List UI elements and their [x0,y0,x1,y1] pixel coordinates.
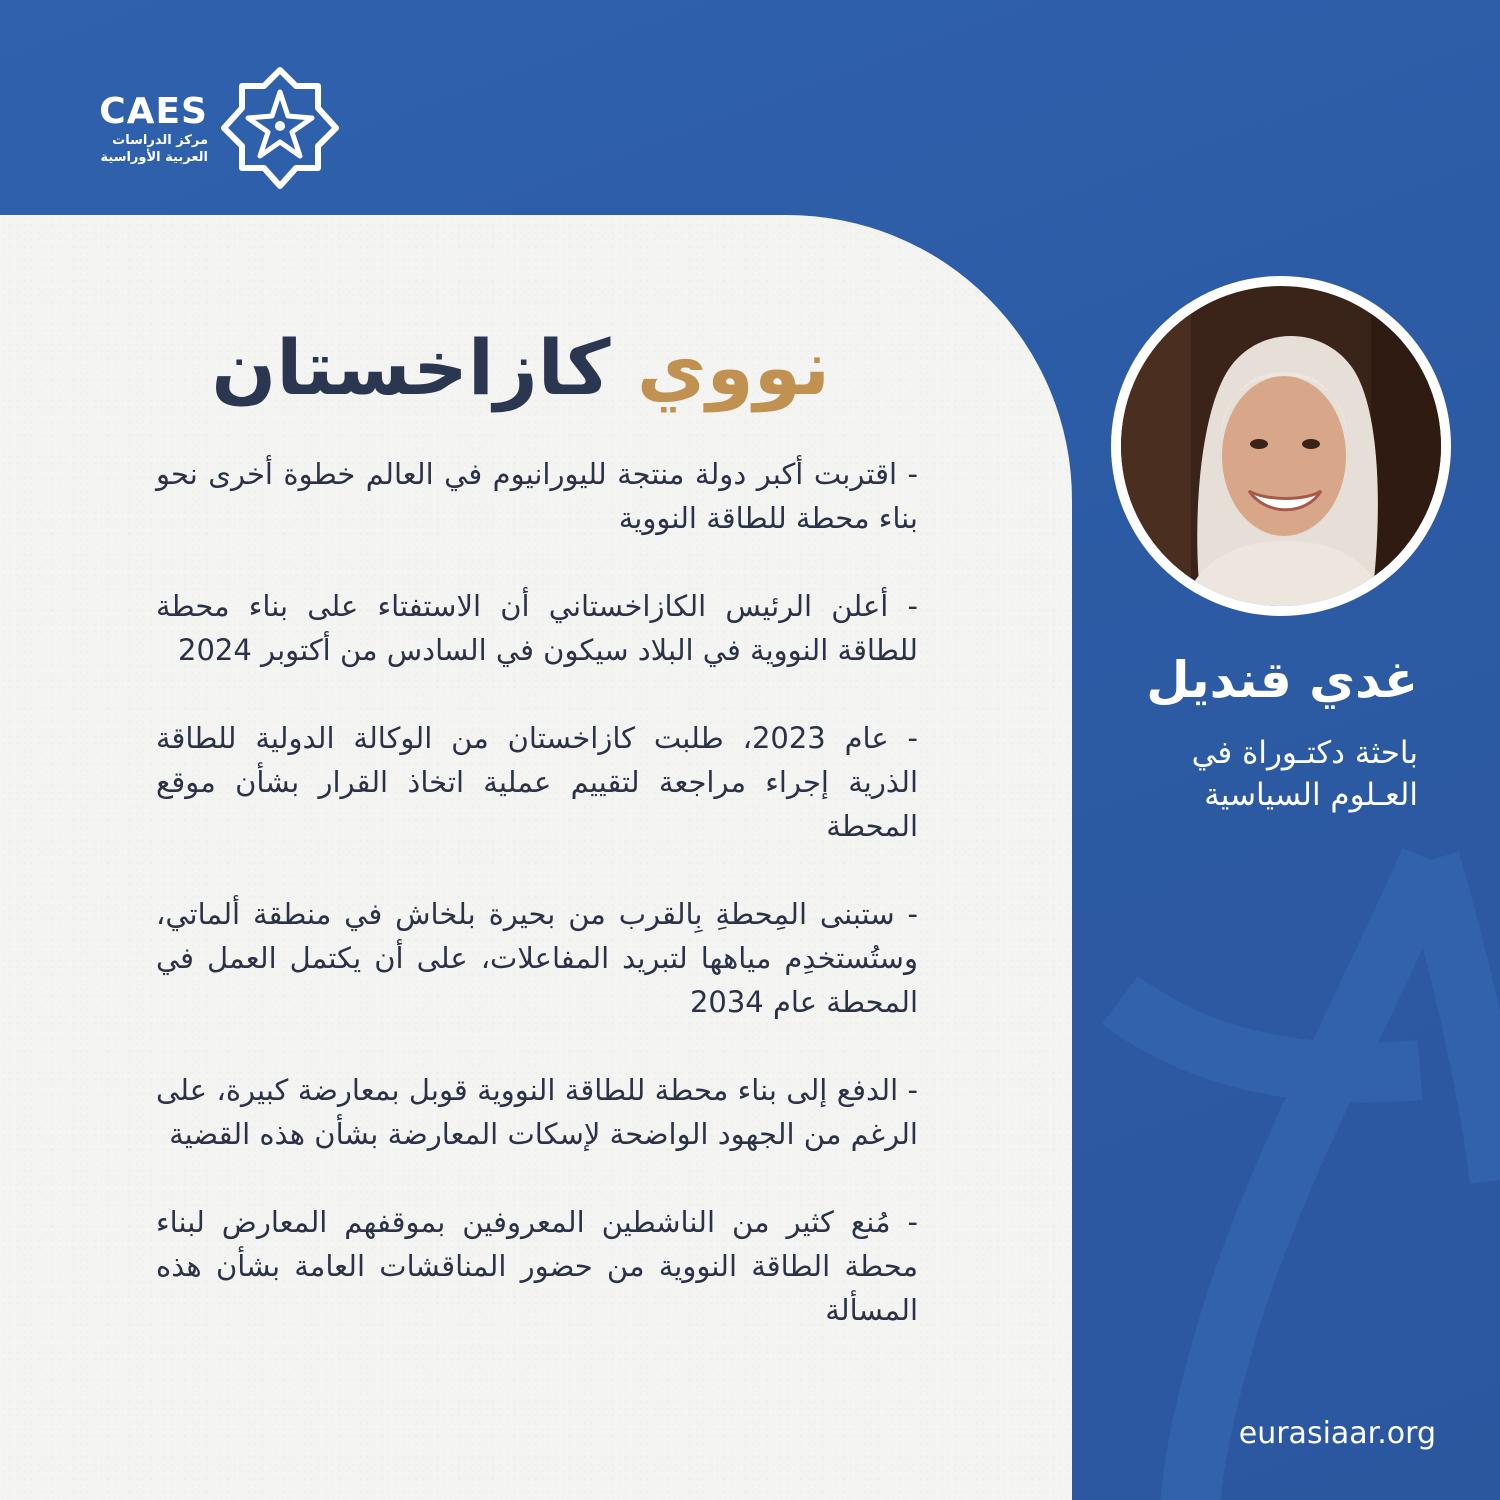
website-link[interactable]: eurasiaar.org [1238,1416,1436,1451]
logo-latin: CAES [99,91,208,132]
author-portrait-illustration [1121,286,1441,606]
author-name: غدي قنديل [1146,651,1418,709]
title-accent: نووي [636,323,830,412]
bullet-item: - اقتربت أكبر دولة منتجة لليورانيوم في العالم خطوة أخرى نحو بناء محطة للطاقة النووية [156,457,918,535]
bullet-list [156,452,918,1376]
page-title [150,318,830,418]
author-photo [1121,286,1441,606]
logo-text [80,92,208,166]
caes-logo[interactable] [80,66,342,190]
bullet-item: - ستبنى المِحطةِ بِالقرب من بحيرة بلخاش في منطقة ألماتي، وستُستخدِم مياهها لتبريد المفاعلات، على أن يكتمل العمل في المحطة عام 2034 [156,897,918,1019]
bullet-item: - أعلن الرئيس الكازاخستاني أن الاستفتاء على بناء محطة للطاقة النووية في البلاد سيكون في السادس من أكتوبر 2024 [156,589,918,667]
eight-point-star-icon [218,66,342,190]
author-role [1110,732,1418,816]
logo-arabic-line1: مركز الدراسات [112,133,208,148]
bullet-item: - الدفع إلى بناء محطة للطاقة النووية قوبل بمعارضة كبيرة، على الرغم من الجهود الواضحة لإسكات المعارضة بشأن هذه القضية [156,1073,918,1151]
logo-arabic-line2: العربية الأوراسية [100,150,208,165]
title-main: كازاخستان [211,323,611,412]
author-role-line1: باحثة دكتـوراة في [1191,735,1418,771]
author-role-line2: العـلوم السياسية [1204,777,1418,813]
bullet-item: - مُنع كثير من الناشطين المعروفين بموقفهم المعارض لبناء محطة الطاقة النووية من حضور المناقشات العامة بشأن هذه المسألة [156,1205,918,1327]
bullet-item: - عام 2023، طلبت كازاخستان من الوكالة الدولية للطاقة الذرية إجراء مراجعة لتقييم عملية اتخاذ القرار بشأن موقع المحطة [156,721,918,843]
